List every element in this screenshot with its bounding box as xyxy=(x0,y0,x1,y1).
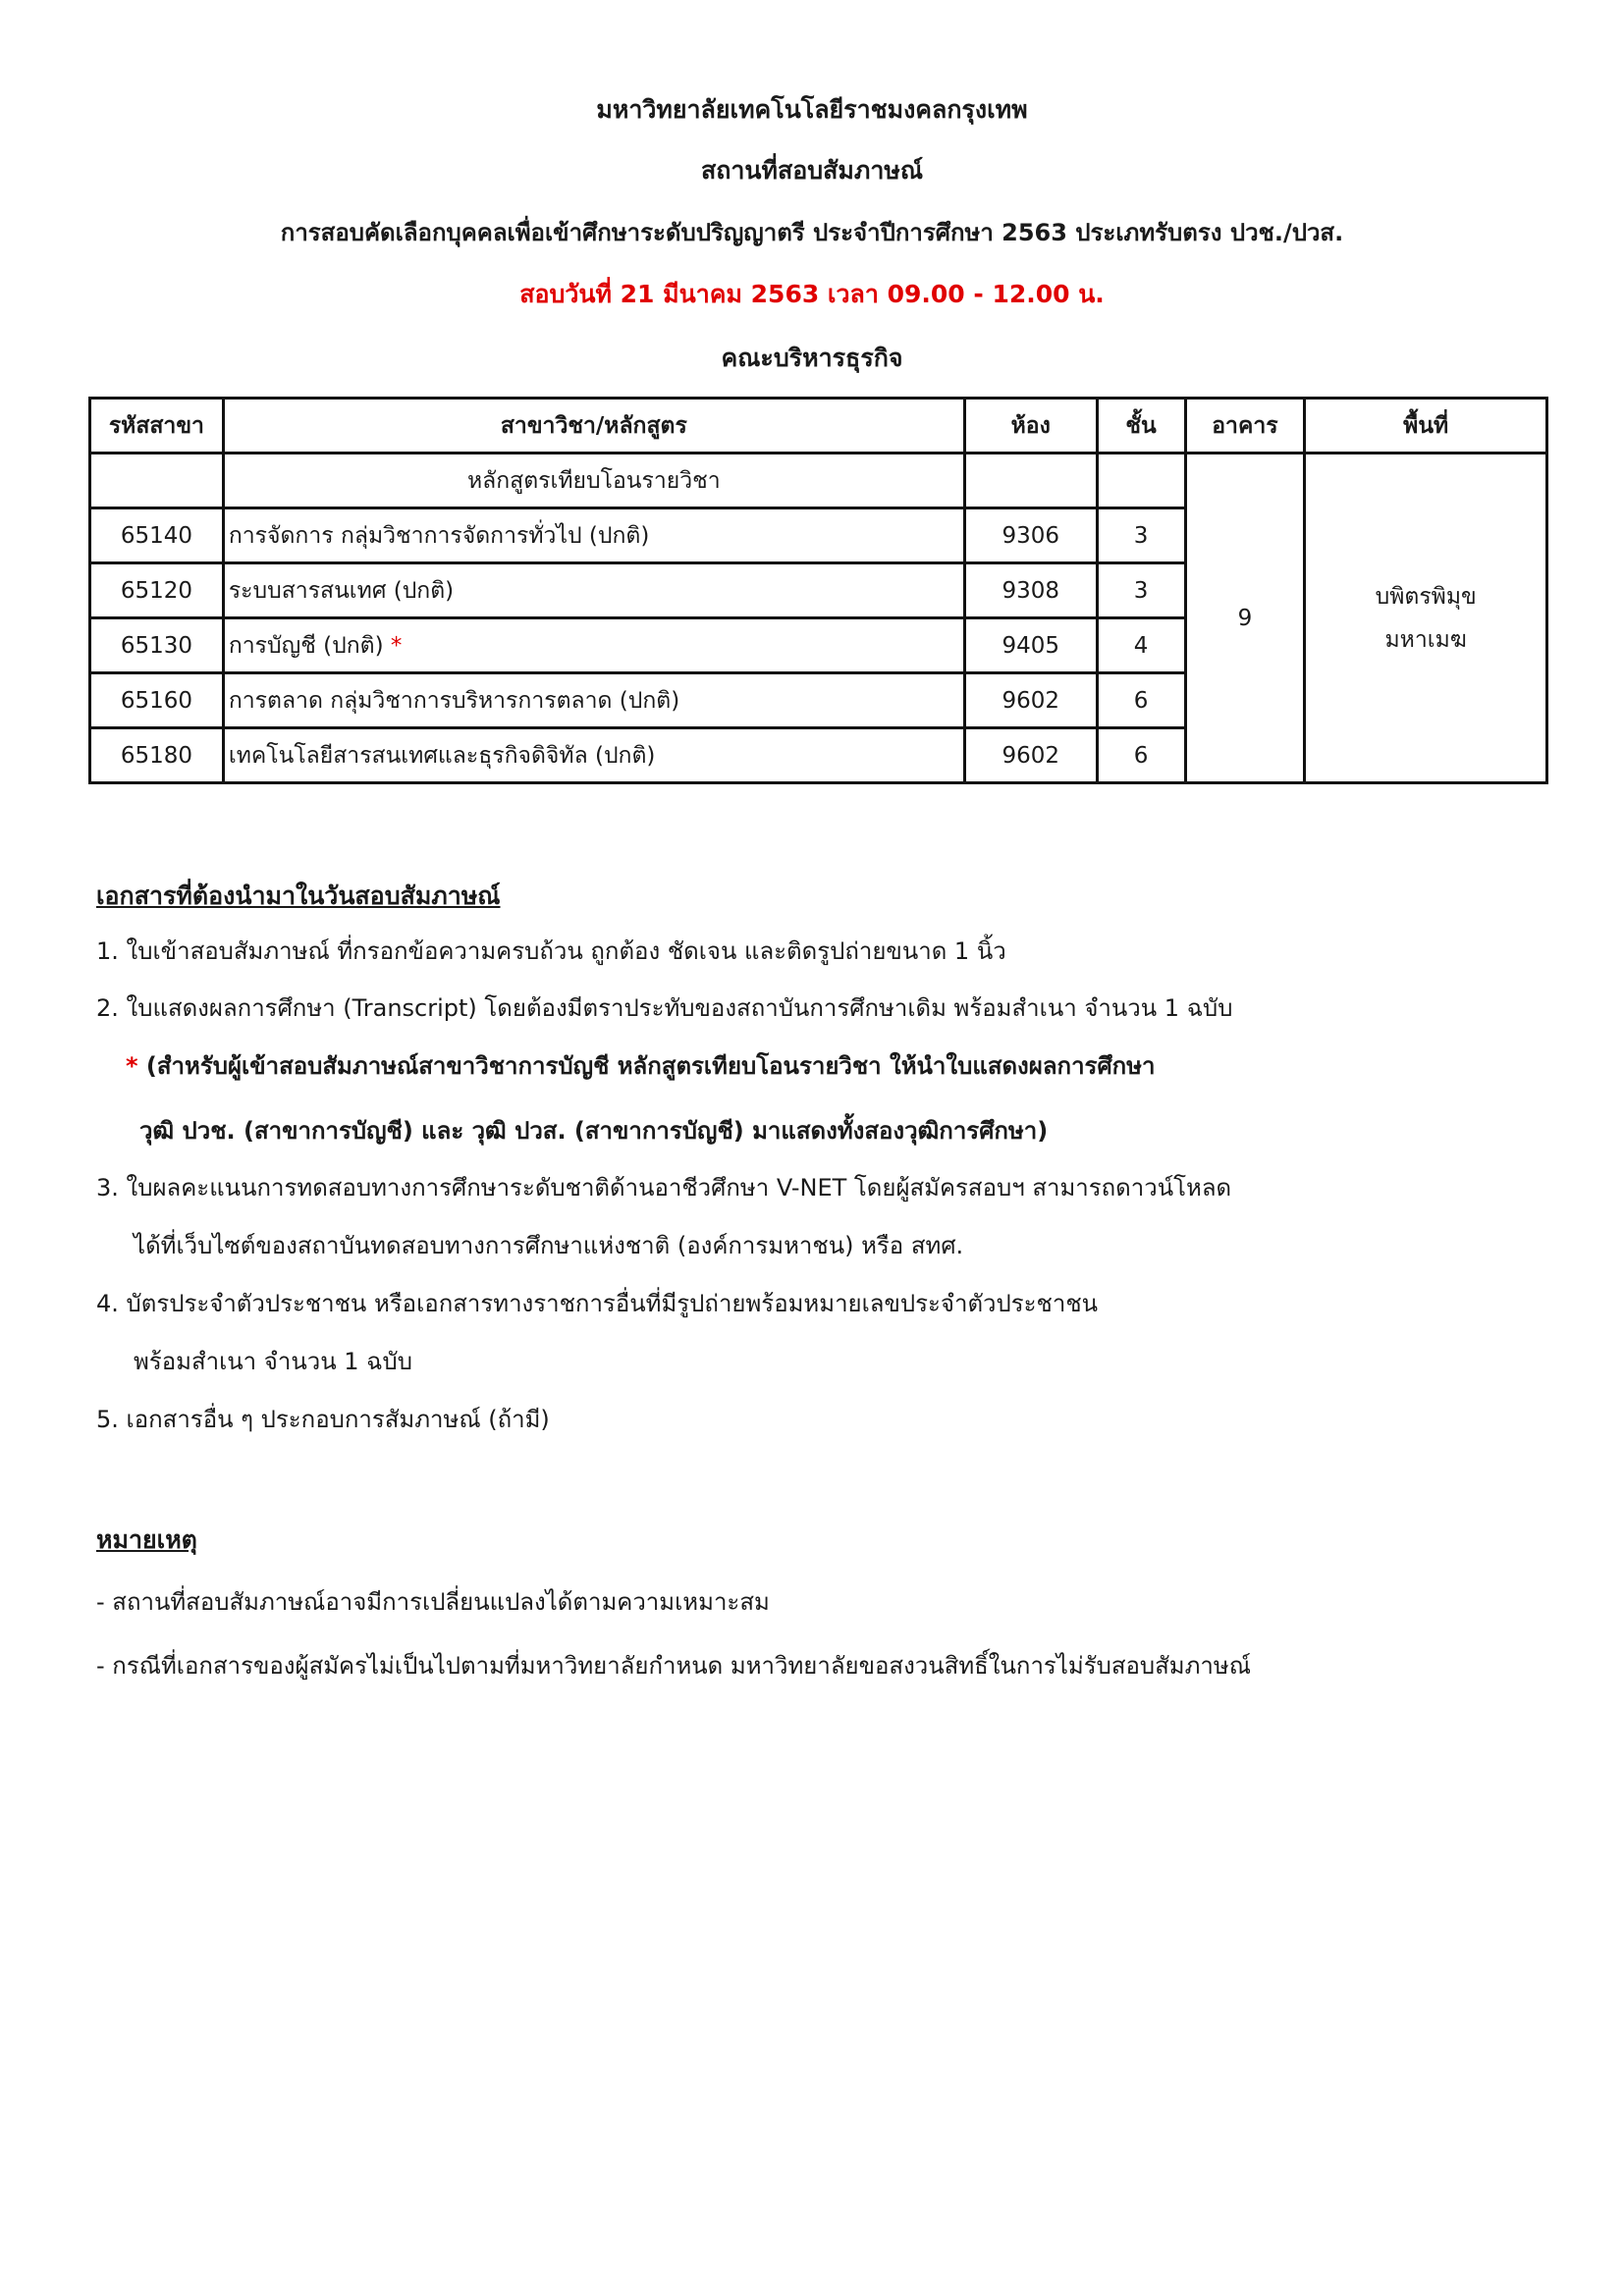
table-cell xyxy=(964,454,1097,508)
room-cell: 9602 xyxy=(964,728,1097,783)
col-header-code: รหัสสาขา xyxy=(90,399,224,454)
asterisk-mark: * xyxy=(126,1052,138,1080)
program-cell xyxy=(223,673,964,728)
floor-cell: 3 xyxy=(1097,508,1185,563)
code-cell: 65130 xyxy=(90,618,224,673)
document-item-5: 5. เอกสารอื่น ๆ ประกอบการสัมภาษณ์ (ถ้ามี) xyxy=(96,1406,550,1433)
document-item-1: 1. ใบเข้าสอบสัมภาษณ์ ที่กรอกข้อความครบถ้วน ถูกต้อง ชัดเจน และติดรูปถ่ายขนาด 1 นิ้ว xyxy=(96,937,1006,965)
code-cell: 65160 xyxy=(90,673,224,728)
building-cell: 9 xyxy=(1185,454,1305,783)
program-name: การจัดการ กลุ่มวิชาการจัดการทั่วไป (ปกติ) xyxy=(228,522,650,549)
program-name: ระบบสารสนเทศ (ปกติ) xyxy=(228,577,455,604)
group-label: หลักสูตรเทียบโอนรายวิชา xyxy=(223,454,964,508)
exam-room-table xyxy=(88,397,1548,784)
documents-title: เอกสารที่ต้องนำมาในวันสอบสัมภาษณ์ xyxy=(96,881,501,910)
floor-cell: 6 xyxy=(1097,673,1185,728)
accounting-note-line-1 xyxy=(126,1050,1156,1082)
col-header-program: สาขาวิชา/หลักสูตร xyxy=(223,399,964,454)
area-line-2: มหาเมฆ xyxy=(1384,626,1467,653)
university-name: มหาวิทยาลัยเทคโนโลยีราชมงคลกรุงเทพ xyxy=(596,95,1028,124)
area-cell xyxy=(1305,454,1547,783)
code-cell: 65180 xyxy=(90,728,224,783)
document-item-3-line-2: ได้ที่เว็บไซต์ของสถาบันทดสอบทางการศึกษาแห่งชาติ (องค์การมหาชน) หรือ สทศ. xyxy=(134,1232,964,1259)
code-cell: 65120 xyxy=(90,563,224,618)
program-cell xyxy=(223,728,964,783)
col-header-floor: ชั้น xyxy=(1097,399,1185,454)
room-cell: 9602 xyxy=(964,673,1097,728)
document-item-2: 2. ใบแสดงผลการศึกษา (Transcript) โดยต้องมีตราประทับของสถาบันการศึกษาเดิม พร้อมสำเนา จำนวน 1 ฉบับ xyxy=(96,994,1233,1022)
table-cell xyxy=(90,454,224,508)
col-header-area: พื้นที่ xyxy=(1305,399,1547,454)
document-item-4-line-2: พร้อมสำเนา จำนวน 1 ฉบับ xyxy=(134,1348,412,1375)
program-name: การบัญชี (ปกติ) xyxy=(228,632,384,659)
area-line-1: บพิตรพิมุข xyxy=(1375,583,1477,610)
note-text: (สำหรับผู้เข้าสอบสัมภาษณ์สาขาวิชาการบัญชี หลักสูตรเทียบโอนรายวิชา ให้นำใบแสดงผลการศึกษา xyxy=(145,1052,1156,1080)
document-item-3-line-1: 3. ใบผลคะแนนการทดสอบทางการศึกษาระดับชาติด้านอาชีวศึกษา V-NET โดยผู้สมัครสอบฯ สามารถดาวน์โหลด xyxy=(96,1174,1232,1201)
page-title: สถานที่สอบสัมภาษณ์ xyxy=(700,156,924,185)
program-name: การตลาด กลุ่มวิชาการบริหารการตลาด (ปกติ) xyxy=(228,687,680,714)
program-cell xyxy=(223,618,964,673)
program-name: เทคโนโลยีสารสนเทศและธุรกิจดิจิทัล (ปกติ) xyxy=(228,742,656,769)
floor-cell: 6 xyxy=(1097,728,1185,783)
floor-cell: 3 xyxy=(1097,563,1185,618)
col-header-room: ห้อง xyxy=(964,399,1097,454)
faculty-name: คณะบริหารธุรกิจ xyxy=(721,344,903,372)
remark-line-1: - สถานที่สอบสัมภาษณ์อาจมีการเปลี่ยนแปลงได้ตามความเหมาะสม xyxy=(96,1588,770,1616)
exam-subtitle: การสอบคัดเลือกบุคคลเพื่อเข้าศึกษาระดับปริญญาตรี ประจำปีการศึกษา 2563 ประเภทรับตรง ปวช./ปวส. xyxy=(280,219,1344,246)
room-cell: 9306 xyxy=(964,508,1097,563)
program-cell xyxy=(223,563,964,618)
room-cell: 9308 xyxy=(964,563,1097,618)
remarks-title: หมายเหตุ xyxy=(96,1525,197,1554)
accounting-note-line-2: วุฒิ ปวช. (สาขาการบัญชี) และ วุฒิ ปวส. (สาขาการบัญชี) มาแสดงทั้งสองวุฒิการศึกษา) xyxy=(139,1117,1049,1145)
room-cell: 9405 xyxy=(964,618,1097,673)
program-cell xyxy=(223,508,964,563)
floor-cell: 4 xyxy=(1097,618,1185,673)
remark-line-2: - กรณีที่เอกสารของผู้สมัครไม่เป็นไปตามที่มหาวิทยาลัยกำหนด มหาวิทยาลัยขอสงวนสิทธิ์ในการไม่รับสอบสัมภาษณ์ xyxy=(96,1652,1251,1680)
table-cell xyxy=(1097,454,1185,508)
table-group-row xyxy=(90,454,1547,508)
document-item-4-line-1: 4. บัตรประจำตัวประชาชน หรือเอกสารทางราชการอื่นที่มีรูปถ่ายพร้อมหมายเลขประจำตัวประชาชน xyxy=(96,1290,1099,1317)
code-cell: 65140 xyxy=(90,508,224,563)
table-header-row xyxy=(90,399,1547,454)
exam-date: สอบวันที่ 21 มีนาคม 2563 เวลา 09.00 - 12.00 น. xyxy=(519,280,1105,308)
asterisk-mark: * xyxy=(390,632,403,659)
col-header-building: อาคาร xyxy=(1185,399,1305,454)
